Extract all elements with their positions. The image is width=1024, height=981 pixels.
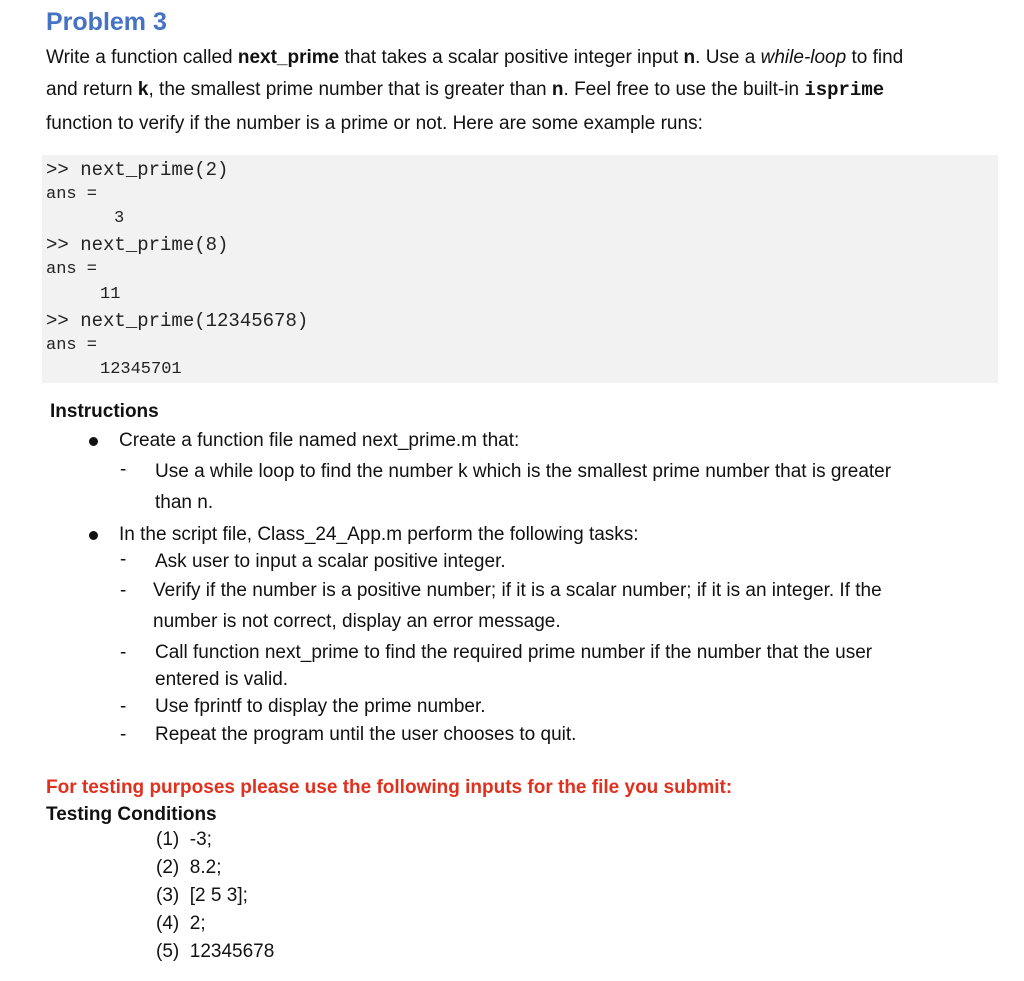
instruction-sub-2-1: Ask user to input a scalar positive integer. bbox=[155, 551, 506, 572]
problem-title: Problem 3 bbox=[46, 8, 167, 36]
testing-condition-3: (3) [2 5 3]; bbox=[156, 885, 248, 906]
example-call-1: >> next_prime(2) bbox=[46, 159, 229, 181]
text: Write a function called bbox=[46, 47, 238, 68]
testing-condition-2: (2) 8.2; bbox=[156, 857, 222, 878]
example-call-2: >> next_prime(8) bbox=[46, 234, 229, 256]
example-ans-label-2: ans = bbox=[46, 260, 98, 279]
dash-icon: - bbox=[120, 724, 127, 745]
example-ans-label-3: ans = bbox=[46, 336, 98, 355]
text: to find bbox=[846, 47, 904, 68]
text: . Use a bbox=[695, 47, 761, 68]
example-result-2: 11 bbox=[100, 285, 121, 304]
intro-line-1 bbox=[46, 42, 986, 74]
function-name: next_prime bbox=[237, 47, 340, 68]
instruction-sub-2-3-cont: entered is valid. bbox=[155, 669, 289, 690]
testing-condition-1: (1) -3; bbox=[156, 829, 212, 850]
dash-icon: - bbox=[120, 459, 127, 480]
text: that takes a scalar positive integer input bbox=[339, 47, 684, 68]
instruction-sub-1-1: Use a while loop to find the number k which is the smallest prime number that is greater bbox=[155, 461, 892, 482]
example-runs-code-block bbox=[42, 155, 998, 383]
bullet-icon bbox=[89, 531, 98, 540]
intro-line-3: function to verify if the number is a prime or not. Here are some example runs: bbox=[46, 113, 703, 134]
dash-icon: - bbox=[120, 642, 127, 663]
instruction-sub-2-3: Call function next_prime to find the required prime number if the number that the user bbox=[155, 642, 873, 663]
text: and return bbox=[46, 79, 138, 100]
instructions-heading: Instructions bbox=[50, 401, 159, 422]
example-call-3: >> next_prime(12345678) bbox=[46, 310, 309, 332]
var-n: n bbox=[551, 79, 564, 100]
instruction-bullet-1: Create a function file named next_prime.m that: bbox=[119, 430, 520, 451]
dash-icon: - bbox=[120, 549, 127, 570]
intro-line-2 bbox=[46, 74, 986, 106]
testing-condition-5: (5) 12345678 bbox=[156, 941, 275, 962]
instruction-sub-2-2-cont: number is not correct, display an error message. bbox=[153, 611, 561, 632]
testing-notice: For testing purposes please use the following inputs for the file you submit: bbox=[46, 777, 733, 798]
text: , the smallest prime number that is greater than bbox=[148, 79, 552, 100]
isprime-keyword: isprime bbox=[804, 79, 885, 101]
dash-icon: - bbox=[120, 580, 127, 601]
example-ans-label-1: ans = bbox=[46, 185, 98, 204]
var-n: n bbox=[683, 47, 696, 68]
example-result-3: 12345701 bbox=[100, 360, 182, 379]
instruction-sub-2-2: Verify if the number is a positive number; if it is a scalar number; if it is an integer. If the bbox=[153, 580, 882, 601]
instruction-bullet-2: In the script file, Class_24_App.m perform the following tasks: bbox=[119, 524, 639, 545]
while-loop-term: while-loop bbox=[760, 47, 847, 68]
instruction-sub-1-1-cont: than n. bbox=[155, 492, 214, 513]
bullet-icon bbox=[89, 437, 98, 446]
example-result-1: 3 bbox=[114, 209, 125, 228]
instruction-sub-2-5: Repeat the program until the user chooses to quit. bbox=[155, 724, 577, 745]
text: . Feel free to use the built-in bbox=[563, 79, 805, 100]
var-k: k bbox=[137, 79, 149, 100]
testing-condition-4: (4) 2; bbox=[156, 913, 206, 934]
instruction-sub-2-4: Use fprintf to display the prime number. bbox=[155, 696, 486, 717]
testing-conditions-heading: Testing Conditions bbox=[46, 804, 217, 825]
dash-icon: - bbox=[120, 696, 127, 717]
